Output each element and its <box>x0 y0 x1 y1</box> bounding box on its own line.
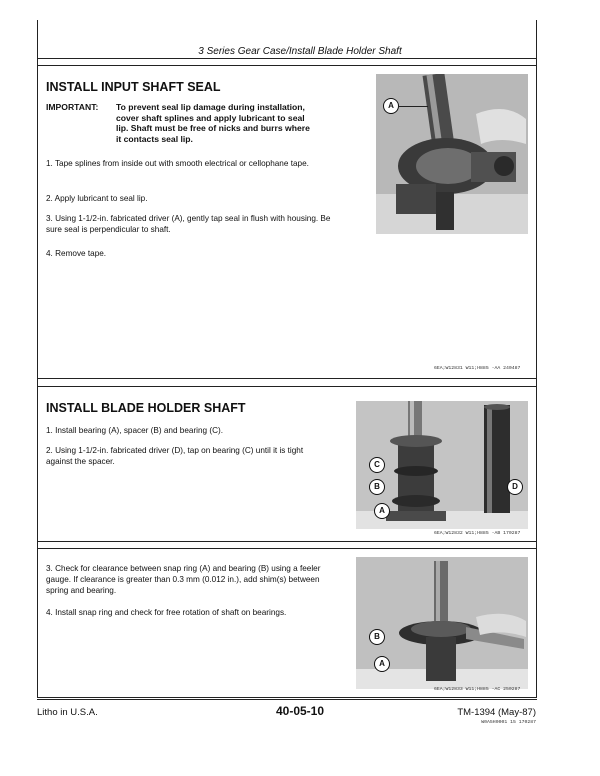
callout-c: C <box>369 457 385 473</box>
figure-caption: 6EA;W12831 W11;H885 -AA 240487 <box>434 366 521 371</box>
section-title: INSTALL BLADE HOLDER SHAFT <box>46 401 246 415</box>
step-2: 2. Apply lubricant to seal lip. <box>46 194 148 203</box>
header-rule <box>37 58 537 59</box>
callout-a: A <box>383 98 399 114</box>
callout-a: A <box>374 656 390 672</box>
important-text: To prevent seal lip damage during installation, cover shaft splines and apply lubricant to seal lip. Shaft must be free of nicks and burrs where it contacts seal lip. <box>116 102 310 144</box>
section-install-input-shaft-seal <box>37 65 537 379</box>
section-install-blade-holder-shaft <box>37 386 537 542</box>
step-2: 2. Using 1-1/2-in. fabricated driver (D), tap on bearing (C) until it is tight against the spacer. <box>46 446 304 466</box>
section-snap-ring-check <box>37 548 537 698</box>
callout-b: B <box>369 479 385 495</box>
figure-caption: 6EA;W12833 W11;H885 -AC 250287 <box>434 687 521 692</box>
step-1: 1. Install bearing (A), spacer (B) and bearing (C). <box>46 426 224 435</box>
callout-a: A <box>374 503 390 519</box>
photo-seal-drawing <box>376 74 528 234</box>
callout-a-leader <box>398 106 428 107</box>
step-4: 4. Remove tape. <box>46 249 107 258</box>
step-1: 1. Tape splines from inside out with smooth electrical or cellophane tape. <box>46 159 309 168</box>
step-3: 3. Using 1-1/2-in. fabricated driver (A), gently tap seal in flush with housing. Be sure seal is perpendicular to shaft. <box>46 214 331 234</box>
photo-seal-install <box>376 74 528 234</box>
footer-code: W0A5H0001 15 170287 <box>481 720 536 725</box>
figure-caption: 6EA;W12832 W11;H885 -AB 170287 <box>434 531 521 536</box>
page-number: 40-05-10 <box>275 704 325 718</box>
page-header-title: 3 Series Gear Case/Install Blade Holder Shaft <box>198 46 402 57</box>
callout-b: B <box>369 629 385 645</box>
step-3: 3. Check for clearance between snap ring (A) and bearing (B) using a feeler gauge. If clearance is greater than 0.3 mm (0.012 in.), add shim(s) between spring and bearing. <box>46 564 321 595</box>
footer-manual-id: TM-1394 (May-87) <box>457 707 536 718</box>
section-title: INSTALL INPUT SHAFT SEAL <box>46 80 221 94</box>
footer-rule <box>37 699 537 700</box>
callout-d: D <box>507 479 523 495</box>
step-4: 4. Install snap ring and check for free rotation of shaft on bearings. <box>46 608 287 617</box>
footer-litho: Litho in U.S.A. <box>37 707 98 718</box>
important-label: IMPORTANT: <box>46 102 99 112</box>
